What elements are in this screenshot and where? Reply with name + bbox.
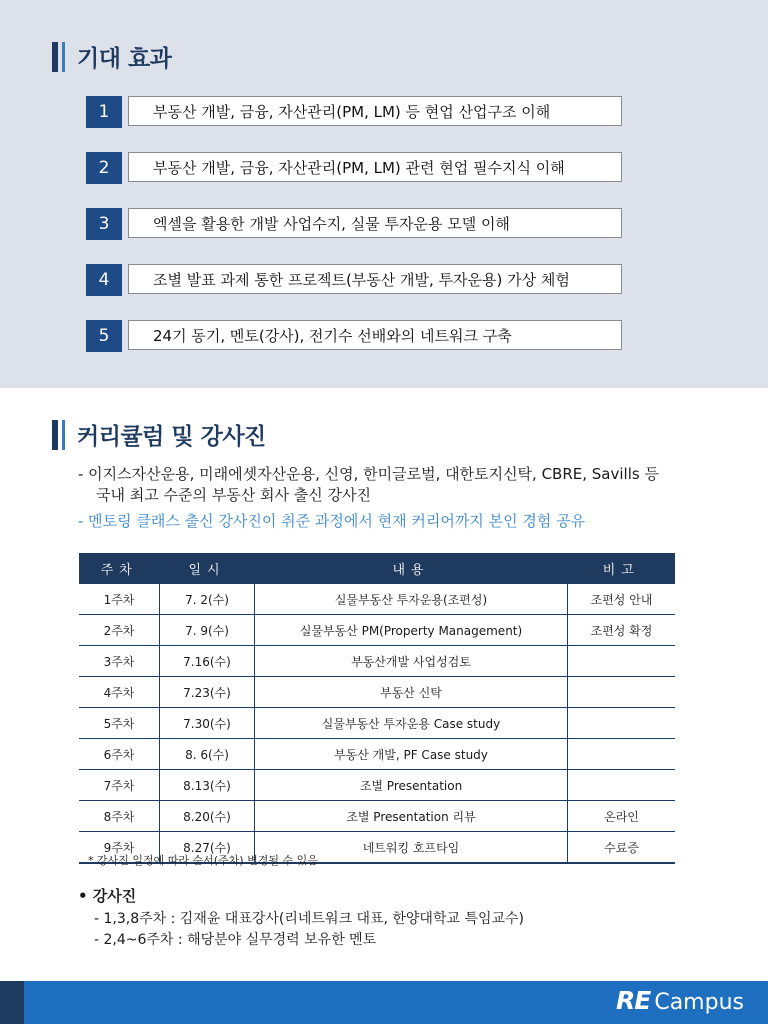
benefit-number: 5 <box>86 320 122 352</box>
content-cell: 실물부동산 PM(Property Management) <box>255 615 568 646</box>
week-cell: 6주차 <box>79 739 160 770</box>
table-header-row <box>79 553 675 584</box>
note-cell: 조편성 안내 <box>568 584 676 615</box>
section-title-text: 기대 효과 <box>77 46 172 72</box>
description-line: 국내 최고 수준의 부동산 회사 출신 강사진 <box>96 486 371 504</box>
title-marker-icon <box>52 420 58 450</box>
content-cell: 실물부동산 투자운용 Case study <box>255 708 568 739</box>
content-cell: 부동산 개발, PF Case study <box>255 739 568 770</box>
note-cell <box>568 677 676 708</box>
week-cell: 1주차 <box>79 584 160 615</box>
date-cell: 7.23(수) <box>160 677 255 708</box>
benefit-item <box>86 320 624 352</box>
re-campus-logo <box>616 986 744 1015</box>
benefit-number: 1 <box>86 96 122 128</box>
date-cell: 7. 2(수) <box>160 584 255 615</box>
benefit-text: 조별 발표 과제 통한 프로젝트(부동산 개발, 투자운용) 가상 체험 <box>128 264 622 294</box>
note-cell: 수료증 <box>568 832 676 864</box>
content-cell: 부동산개발 사업성검토 <box>255 646 568 677</box>
note-cell: 온라인 <box>568 801 676 832</box>
section-title-text: 커리큘럼 및 강사진 <box>77 424 266 450</box>
benefit-item <box>86 208 624 240</box>
title-marker-icon <box>52 42 58 72</box>
week-cell: 5주차 <box>79 708 160 739</box>
footer-bar <box>0 981 768 1024</box>
table-row <box>79 646 675 677</box>
week-cell: 3주차 <box>79 646 160 677</box>
week-cell: 9주차 <box>79 832 160 864</box>
week-cell: 7주차 <box>79 770 160 801</box>
date-cell: 8.20(수) <box>160 801 255 832</box>
benefit-text: 부동산 개발, 금융, 자산관리(PM, LM) 관련 현업 필수지식 이해 <box>128 152 622 182</box>
benefit-text: 24기 동기, 멘토(강사), 전기수 선배와의 네트워크 구축 <box>128 320 622 350</box>
table-row <box>79 677 675 708</box>
date-cell: 7.30(수) <box>160 708 255 739</box>
date-cell: 8.13(수) <box>160 770 255 801</box>
benefit-number: 3 <box>86 208 122 240</box>
logo-campus-text: Campus <box>654 990 744 1015</box>
section-title-benefits <box>52 40 171 73</box>
note-cell <box>568 708 676 739</box>
logo-re-text: RE <box>616 986 651 1015</box>
content-cell: 조별 Presentation <box>255 770 568 801</box>
benefit-item <box>86 96 624 128</box>
column-header: 주차 <box>79 553 160 584</box>
title-marker-accent <box>62 420 65 450</box>
benefit-item <box>86 264 624 296</box>
note-cell <box>568 646 676 677</box>
column-header: 내용 <box>255 553 568 584</box>
benefit-text: 엑셀을 활용한 개발 사업수지, 실물 투자운용 모델 이해 <box>128 208 622 238</box>
table-row <box>79 708 675 739</box>
column-header: 일시 <box>160 553 255 584</box>
content-cell: 네트워킹 호프타임 <box>255 832 568 864</box>
table-row <box>79 615 675 646</box>
week-cell: 4주차 <box>79 677 160 708</box>
section-title-curriculum <box>52 418 266 451</box>
content-cell: 실물부동산 투자운용(조편성) <box>255 584 568 615</box>
description-highlight: - 멘토링 클래스 출신 강사진이 취준 과정에서 현재 커리어까지 본인 경험 공유 <box>78 512 586 530</box>
table-row <box>79 801 675 832</box>
footer-accent <box>0 981 24 1024</box>
week-cell: 8주차 <box>79 801 160 832</box>
table-row <box>79 584 675 615</box>
content-cell: 조별 Presentation 리뷰 <box>255 801 568 832</box>
note-cell <box>568 739 676 770</box>
instructor-line: - 2,4~6주차 : 해당분야 실무경력 보유한 멘토 <box>94 932 377 948</box>
date-cell: 7.16(수) <box>160 646 255 677</box>
benefit-number: 2 <box>86 152 122 184</box>
date-cell: 8.27(수) <box>160 832 255 864</box>
schedule-note: * 강사진 일정에 따라 순서(주차) 변경될 수 있음 <box>88 854 318 867</box>
benefit-item <box>86 152 624 184</box>
benefit-number: 4 <box>86 264 122 296</box>
description-line: - 이지스자산운용, 미래에셋자산운용, 신영, 한미글로벌, 대한토지신탁, CBRE, Savills 등 <box>78 465 659 483</box>
benefit-text: 부동산 개발, 금융, 자산관리(PM, LM) 등 현업 산업구조 이해 <box>128 96 622 126</box>
note-cell: 조편성 확정 <box>568 615 676 646</box>
column-header: 비고 <box>568 553 676 584</box>
table-row <box>79 739 675 770</box>
instructor-line: - 1,3,8주차 : 김재윤 대표강사(리네트워크 대표, 한양대학교 특임교수) <box>94 911 525 927</box>
content-cell: 부동산 신탁 <box>255 677 568 708</box>
date-cell: 8. 6(수) <box>160 739 255 770</box>
curriculum-table <box>79 553 675 864</box>
table-row <box>79 770 675 801</box>
week-cell: 2주차 <box>79 615 160 646</box>
note-cell <box>568 770 676 801</box>
date-cell: 7. 9(수) <box>160 615 255 646</box>
instructors-heading: • 강사진 <box>78 887 137 905</box>
title-marker-accent <box>62 42 65 72</box>
